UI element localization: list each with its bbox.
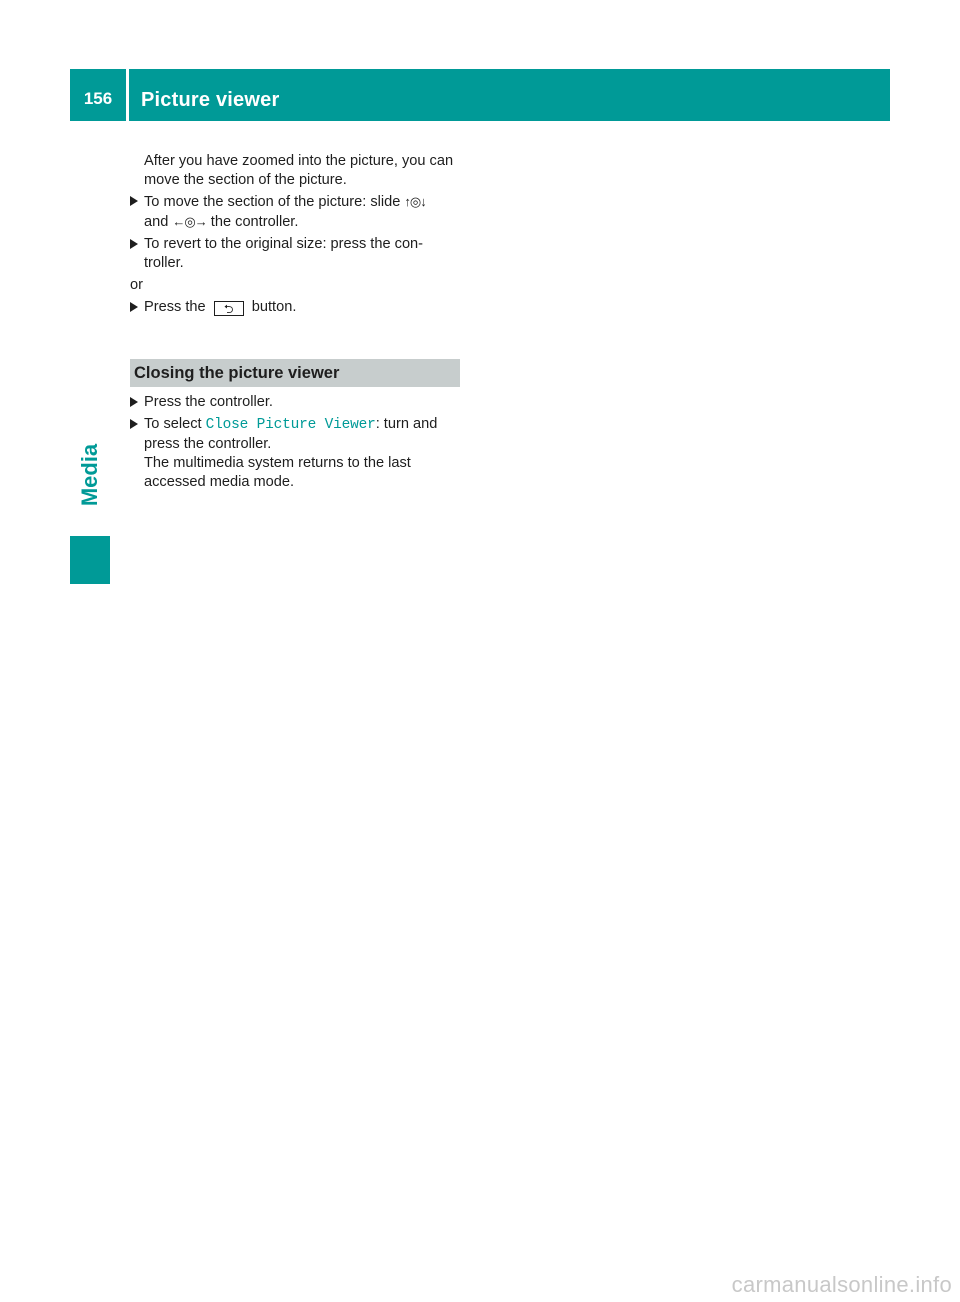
step-move-text-and: and [144,214,173,230]
or-label: or [130,277,143,293]
step-select-close [130,415,460,492]
step-revert [130,235,460,273]
step-arrow-icon [130,196,138,206]
chapter-title: Picture viewer [141,89,280,111]
controller-slide-vertical-icon: ↑◎↓ [404,194,426,209]
header-divider [126,69,129,121]
section-heading: Closing the picture viewer [130,359,460,387]
menu-item-close-picture-viewer: Close Picture Viewer [205,417,376,433]
page-number: 156 [83,89,113,108]
step-move-section [130,192,460,232]
step-back-button [130,298,460,317]
step-arrow-icon [130,419,138,429]
step-back-text: Press the [144,299,210,315]
step-arrow-icon [130,239,138,249]
intro-paragraph: After you have zoomed into the picture, you can move the section of the picture. [144,153,454,188]
step-select-text-end: : turn and press the controller. [144,416,438,452]
result-text: The multimedia system returns to the last accessed media mode. [144,455,411,490]
step-arrow-icon [130,397,138,407]
side-label [70,420,110,530]
step-arrow-icon [130,302,138,312]
side-tab-marker [70,536,110,584]
controller-slide-horizontal-icon: ←◎→ [172,214,207,229]
step-press-controller [130,393,460,412]
watermark: carmanualsonline.info [731,1272,952,1297]
side-label-text: Media [77,443,102,507]
step-move-text-end: the controller. [206,214,299,230]
step-move-text: To move the section of the picture: slide [144,194,405,210]
back-key-icon: ⮌ [214,301,244,316]
content-column [130,152,460,492]
step-select-text: To select [144,416,206,432]
step-press-text: Press the controller. [144,394,273,410]
step-revert-text: To revert to the original size: press the con-troller. [144,236,424,271]
step-back-text-end: button. [247,299,297,315]
